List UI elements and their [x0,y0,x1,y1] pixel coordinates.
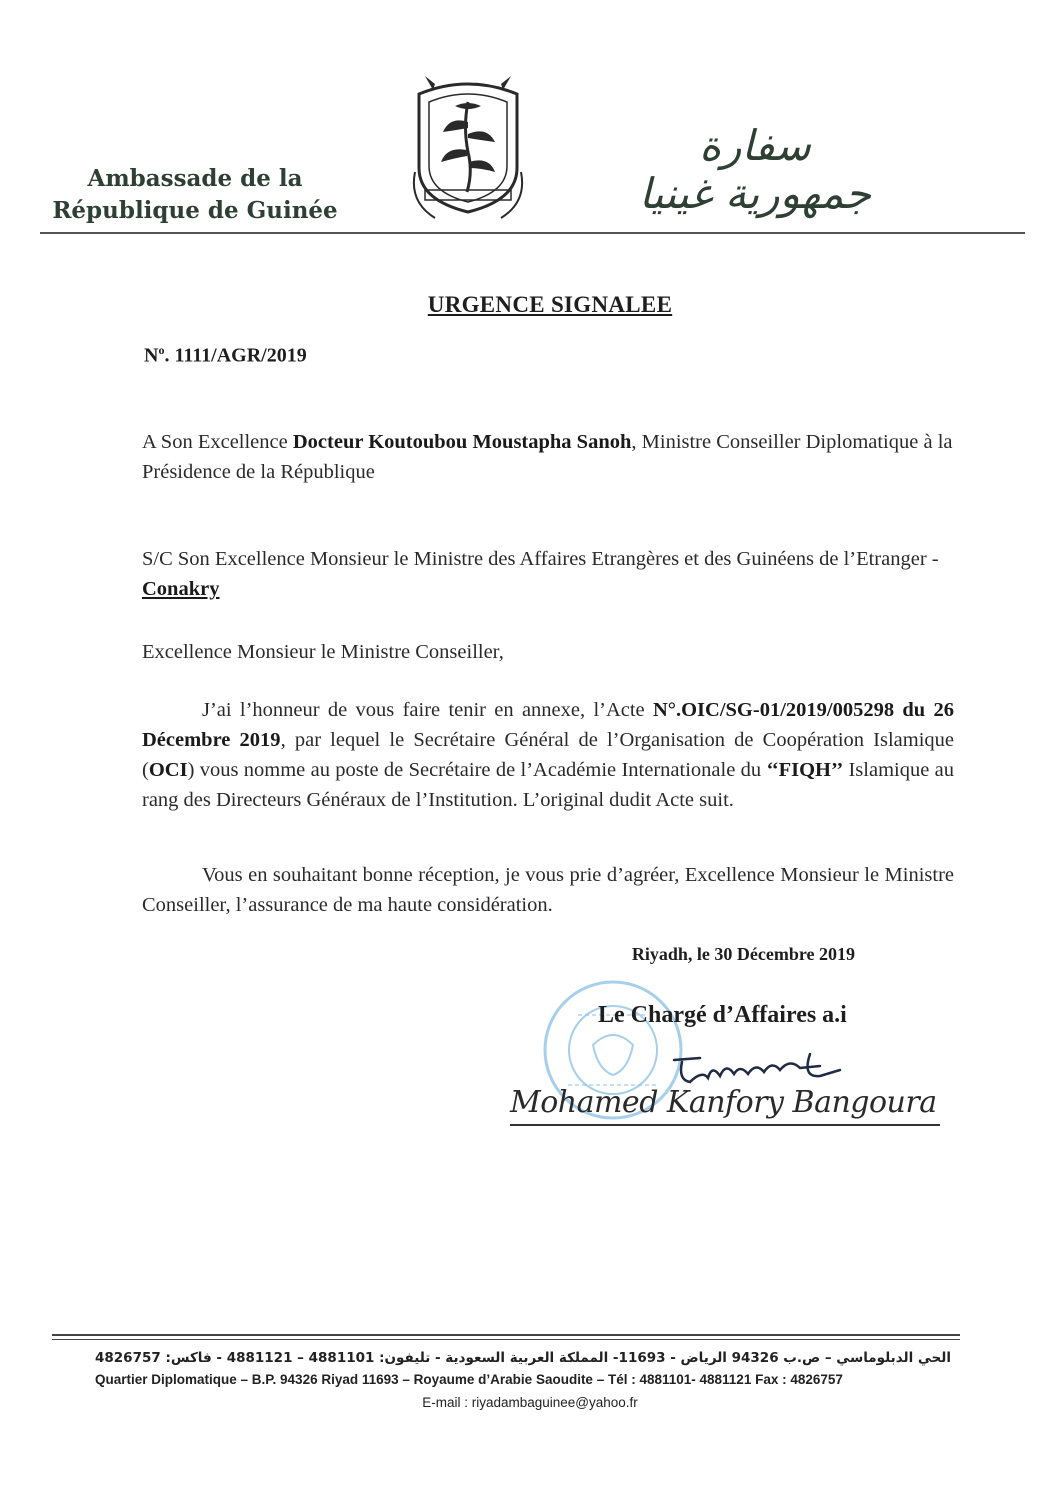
signatory-name: Mohamed Kanfory Bangoura [510,1085,940,1126]
body1-fiqh: ‘‘FIQH’’ [766,759,844,781]
footer-divider-top [52,1334,960,1336]
footer-email: E-mail : riyadambaguinee@yahoo.fr [422,1395,638,1410]
copy-to-block [142,544,954,604]
body-paragraph-2: Vous en souhaitant bonne réception, je vous prie d’agréer, Excellence Monsieur le Ministre Conseiller, l’assurance de ma haute considération. [142,864,954,916]
reference-sup: o [158,343,165,357]
copy-to-city: Conakry [142,578,220,600]
salutation: Excellence Monsieur le Ministre Conseiller, [142,641,504,663]
embassy-name-line1: Ambassade de la [87,165,303,192]
footer-divider-bottom [52,1339,960,1340]
reference-number [144,343,307,368]
letter-date: Riyadh, le 30 Décembre 2019 [631,944,855,964]
body1-act-number: N°.OIC/SG-01/2019/005298 du 26 Décembre 2019 [142,699,954,751]
signatory-title: Le Chargé d’Affaires a.i [598,1002,847,1028]
embassy-name-arabic [590,122,920,218]
addressee-block [142,427,954,487]
header-divider [40,232,1025,234]
reference-value: . 1111/AGR/2019 [164,344,307,367]
body1-text-e: ) vous nomme au poste de Secrétaire de l’Académie Internationale du [187,759,767,781]
embassy-name-line2: République de Guinée [52,197,338,224]
body1-text-g: Islamique au rang des Directeurs Généraux de l’Institution. L’original dudit Acte suit. [142,759,954,811]
addressee-rest: , Ministre Conseiller Diplomatique à la Présidence de la République [142,431,953,483]
embassy-name-french [50,163,340,227]
body1-text-c: , par lequel le Secrétaire Général de l’Organisation de Coopération Islamique ( [142,729,955,781]
guinea-coat-of-arms-icon [405,72,531,224]
reference-prefix: N [144,344,159,367]
body1-text-a: J’ai l’honneur de vous faire tenir en annexe, l’Acte [202,699,653,721]
footer-address-french: Quartier Diplomatique – B.P. 94326 Riyad 11693 – Royaume d’Arabie Saoudite – Tél : 4881101- 4881121 Fax : 4826757 [95,1372,843,1387]
copy-to-text: S/C Son Excellence Monsieur le Ministre des Affaires Etrangères et des Guinéens de l’Etranger - [142,548,939,570]
body1-oci: OCI [148,759,188,781]
addressee-intro: A Son Excellence [142,431,293,453]
embassy-name-arabic-line1: سفارة [699,121,811,170]
footer-address-arabic: الحي الدبلوماسي – ص.ب 94326 الرياض - 11693- المملكة العربية السعودية - تليفون: 4881101 – 4881121 - فاكس: 4826757 [95,1350,951,1366]
embassy-name-arabic-line2: جمهورية غينيا [639,169,871,218]
addressee-name: Docteur Koutoubou Moustapha Sanoh [292,431,632,453]
document-title: URGENCE SIGNALEE [427,292,673,317]
body-paragraph-1 [142,695,954,815]
